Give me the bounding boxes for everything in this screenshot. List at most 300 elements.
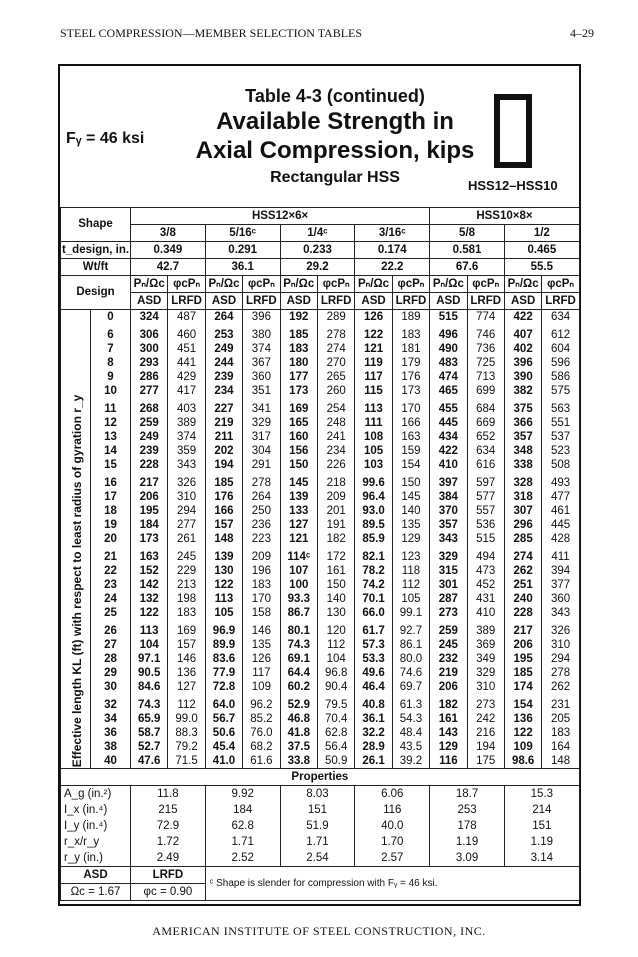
strength-value: 669	[467, 416, 504, 430]
strength-value: 261	[168, 532, 205, 546]
strength-value: 192	[280, 310, 317, 325]
strength-value: 96.2	[243, 694, 280, 712]
strength-value: 78.2	[355, 564, 392, 578]
strength-value: 77.9	[205, 666, 242, 680]
strength-value: 37.5	[280, 740, 317, 754]
strength-value: 228	[131, 458, 168, 472]
strength-value: 89.9	[205, 638, 242, 652]
strength-value: 265	[317, 370, 354, 384]
strength-value: 315	[430, 564, 467, 578]
strength-value: 143	[430, 726, 467, 740]
strength-value: 557	[467, 504, 504, 518]
strength-value: 139	[205, 546, 242, 564]
strength-value: 586	[542, 370, 579, 384]
strength-value: 268	[131, 398, 168, 416]
strength-value: 70.4	[317, 712, 354, 726]
strength-value: 109	[243, 680, 280, 694]
strength-value: 139	[280, 490, 317, 504]
strength-value: 86.7	[280, 606, 317, 620]
strength-value: 97.1	[131, 652, 168, 666]
data-row	[61, 444, 580, 458]
strength-value: 242	[467, 712, 504, 726]
strength-value: 74.2	[355, 578, 392, 592]
shape-row	[61, 208, 580, 225]
strength-value: 136	[168, 666, 205, 680]
strength-value: 455	[430, 398, 467, 416]
kl-value: 24	[91, 592, 131, 606]
method-row	[61, 276, 580, 293]
strength-value: 494	[467, 546, 504, 564]
weight-value: 42.7	[131, 259, 206, 276]
asd-lrfd-row	[61, 293, 580, 310]
strength-value: 725	[467, 356, 504, 370]
data-row	[61, 430, 580, 444]
strength-value: 96.8	[317, 666, 354, 680]
strength-value: 130	[205, 564, 242, 578]
strength-value: 351	[243, 384, 280, 398]
strength-value: 213	[168, 578, 205, 592]
asd-label: ASD	[280, 293, 317, 310]
strength-value: 407	[504, 324, 541, 342]
strength-value: 154	[392, 458, 429, 472]
weight-row	[61, 259, 580, 276]
strength-value: 165	[280, 416, 317, 430]
strength-value: 198	[168, 592, 205, 606]
footnote: ᶜ Shape is slender for compression with Fᵧ = 46 ksi.	[205, 867, 579, 901]
kl-value: 25	[91, 606, 131, 620]
strength-value: 99.0	[168, 712, 205, 726]
property-value: 1.71	[280, 834, 355, 850]
strength-value: 112	[168, 694, 205, 712]
data-row	[61, 666, 580, 680]
strength-value: 169	[280, 398, 317, 416]
strength-value: 317	[243, 430, 280, 444]
strength-value: 111	[355, 416, 392, 430]
data-row	[61, 342, 580, 356]
strength-value: 604	[542, 342, 579, 356]
strength-value: 205	[542, 712, 579, 726]
kl-value: 34	[91, 712, 131, 726]
data-row	[61, 680, 580, 694]
strength-value: 133	[280, 504, 317, 518]
strength-value: 157	[205, 518, 242, 532]
strength-value: 370	[430, 504, 467, 518]
strength-value: 278	[317, 324, 354, 342]
lrfd-head: φcPₙ	[243, 276, 280, 293]
strength-value: 634	[542, 310, 579, 325]
strength-value: 129	[392, 532, 429, 546]
strength-value: 86.1	[392, 638, 429, 652]
data-row	[61, 694, 580, 712]
design-label: Design	[61, 276, 131, 310]
asd-head: Pₙ/Ωc	[131, 276, 168, 293]
property-value: 11.8	[131, 786, 206, 803]
strength-value: 105	[355, 444, 392, 458]
strength-value: 150	[280, 458, 317, 472]
strength-value: 112	[317, 638, 354, 652]
strength-value: 148	[542, 754, 579, 769]
strength-value: 174	[504, 680, 541, 694]
strength-value: 236	[243, 518, 280, 532]
page-number: 4–29	[570, 26, 594, 40]
strength-value: 357	[504, 430, 541, 444]
strength-value: 183	[280, 342, 317, 356]
lrfd-label: LRFD	[243, 293, 280, 310]
lrfd-head: φcPₙ	[168, 276, 205, 293]
strength-value: 294	[168, 504, 205, 518]
strength-value: 380	[243, 324, 280, 342]
strength-value: 122	[355, 324, 392, 342]
property-value: 215	[131, 802, 206, 818]
tdesign-value: 0.174	[355, 242, 430, 259]
strength-value: 135	[243, 638, 280, 652]
data-row	[61, 518, 580, 532]
strength-value: 140	[392, 504, 429, 518]
strength-value: 248	[317, 416, 354, 430]
strength-value: 375	[504, 398, 541, 416]
thickness: 3/16ᶜ	[355, 225, 430, 242]
strength-value: 211	[205, 430, 242, 444]
lrfd-label: LRFD	[542, 293, 579, 310]
strength-value: 348	[504, 444, 541, 458]
strength-value: 112	[392, 578, 429, 592]
kl-value: 40	[91, 754, 131, 769]
strength-value: 96.4	[355, 490, 392, 504]
property-value: 214	[504, 802, 579, 818]
strength-value: 254	[317, 398, 354, 416]
asd-label: ASD	[355, 293, 392, 310]
strength-value: 64.0	[205, 694, 242, 712]
strength-value: 53.3	[355, 652, 392, 666]
strength-value: 196	[243, 564, 280, 578]
table-title-1: Available Strength in	[216, 108, 454, 135]
strength-value: 121	[355, 342, 392, 356]
strength-value: 158	[243, 606, 280, 620]
tdesign-row	[61, 242, 580, 259]
strength-value: 47.6	[131, 754, 168, 769]
data-row	[61, 472, 580, 490]
strength-value: 422	[504, 310, 541, 325]
strength-value: 103	[355, 458, 392, 472]
axis-label	[66, 351, 88, 811]
strength-value: 250	[243, 504, 280, 518]
strength-value: 189	[392, 310, 429, 325]
phi-factor: φc = 0.90	[131, 884, 206, 901]
thickness: 3/8	[131, 225, 206, 242]
data-row	[61, 740, 580, 754]
strength-value: 123	[392, 546, 429, 564]
strength-value: 245	[430, 638, 467, 652]
property-value: 184	[205, 802, 280, 818]
table-subtitle: Rectangular HSS	[270, 169, 400, 186]
property-value: 18.7	[430, 786, 505, 803]
property-row	[61, 834, 580, 850]
table-number: Table 4-3 (continued)	[245, 86, 425, 106]
strength-value: 172	[317, 546, 354, 564]
strength-value: 422	[430, 444, 467, 458]
strength-value: 76.0	[243, 726, 280, 740]
strength-value: 310	[542, 638, 579, 652]
strength-value: 616	[467, 458, 504, 472]
kl-value: 38	[91, 740, 131, 754]
strength-value: 234	[205, 384, 242, 398]
strength-value: 326	[542, 620, 579, 638]
data-row	[61, 370, 580, 384]
strength-value: 48.4	[392, 726, 429, 740]
strength-value: 176	[205, 490, 242, 504]
strength-value: 260	[317, 384, 354, 398]
strength-value: 329	[467, 666, 504, 680]
strength-value: 195	[131, 504, 168, 518]
strength-value: 367	[243, 356, 280, 370]
strength-value: 49.6	[355, 666, 392, 680]
strength-value: 329	[430, 546, 467, 564]
strength-value: 173	[131, 532, 168, 546]
strength-value: 285	[504, 532, 541, 546]
property-value: 2.54	[280, 850, 355, 867]
thickness-row	[61, 225, 580, 242]
strength-value: 175	[467, 754, 504, 769]
strength-value: 61.7	[355, 620, 392, 638]
strength-value: 377	[542, 578, 579, 592]
hss-range: HSS12–HSS10	[468, 178, 558, 193]
strength-value: 219	[430, 666, 467, 680]
strength-value: 483	[430, 356, 467, 370]
strength-value: 251	[504, 578, 541, 592]
strength-value: 300	[131, 342, 168, 356]
strength-value: 270	[317, 356, 354, 370]
strength-value: 291	[243, 458, 280, 472]
strength-value: 202	[205, 444, 242, 458]
strength-value: 80.0	[392, 652, 429, 666]
strength-value: 493	[542, 472, 579, 490]
strength-value: 389	[467, 620, 504, 638]
strength-value: 170	[243, 592, 280, 606]
strength-value: 349	[467, 652, 504, 666]
strength-value: 294	[542, 652, 579, 666]
strength-value: 146	[243, 620, 280, 638]
property-value: 9.92	[205, 786, 280, 803]
property-row	[61, 850, 580, 867]
strength-value: 328	[504, 472, 541, 490]
strength-value: 746	[467, 324, 504, 342]
kl-value: 17	[91, 490, 131, 504]
strength-value: 161	[430, 712, 467, 726]
strength-value: 58.7	[131, 726, 168, 740]
strength-value: 274	[317, 342, 354, 356]
kl-value: 16	[91, 472, 131, 490]
title-block	[170, 86, 500, 187]
strength-value: 68.2	[243, 740, 280, 754]
strength-value: 209	[243, 546, 280, 564]
strength-value: 403	[168, 398, 205, 416]
strength-value: 104	[131, 638, 168, 652]
strength-value: 163	[131, 546, 168, 564]
strength-value: 234	[317, 444, 354, 458]
property-value: 15.3	[504, 786, 579, 803]
strength-value: 452	[467, 578, 504, 592]
asd-head: Pₙ/Ωc	[430, 276, 467, 293]
strength-value: 159	[392, 444, 429, 458]
asd-label: ASD	[205, 293, 242, 310]
tdesign-value: 0.465	[504, 242, 579, 259]
strength-value: 100	[280, 578, 317, 592]
weight-value: 29.2	[280, 259, 355, 276]
kl-value: 20	[91, 532, 131, 546]
strength-value: 259	[131, 416, 168, 430]
strength-value: 127	[280, 518, 317, 532]
strength-value: 64.4	[280, 666, 317, 680]
strength-value: 201	[317, 504, 354, 518]
strength-value: 652	[467, 430, 504, 444]
strength-value: 113	[205, 592, 242, 606]
strength-value: 183	[392, 324, 429, 342]
property-row	[61, 818, 580, 834]
axis-label-text: Effective length KL (ft) with respect to least radius of gyration r_y	[70, 394, 84, 768]
property-row	[61, 786, 580, 803]
strength-value: 229	[168, 564, 205, 578]
property-label: A_g (in.²)	[61, 786, 131, 803]
strength-value: 118	[392, 564, 429, 578]
strength-value: 105	[205, 606, 242, 620]
strength-value: 397	[430, 472, 467, 490]
strength-value: 551	[542, 416, 579, 430]
strength-value: 253	[205, 324, 242, 342]
data-row	[61, 532, 580, 546]
property-value: 1.19	[430, 834, 505, 850]
strength-value: 60.2	[280, 680, 317, 694]
weight-label: Wt/ft	[61, 259, 131, 276]
tdesign-value: 0.291	[205, 242, 280, 259]
thickness: 1/2	[504, 225, 579, 242]
strength-value: 216	[467, 726, 504, 740]
strength-value: 146	[168, 652, 205, 666]
strength-value: 318	[504, 490, 541, 504]
strength-value: 474	[430, 370, 467, 384]
strength-value: 306	[131, 324, 168, 342]
strength-value: 465	[430, 384, 467, 398]
strength-value: 54.3	[392, 712, 429, 726]
strength-value: 262	[542, 680, 579, 694]
strength-value: 477	[542, 490, 579, 504]
strength-value: 163	[392, 430, 429, 444]
strength-value: 114ᶜ	[280, 546, 317, 564]
weight-value: 55.5	[504, 259, 579, 276]
property-value: 2.52	[205, 850, 280, 867]
strength-value: 93.3	[280, 592, 317, 606]
strength-value: 699	[467, 384, 504, 398]
lrfd-label: LRFD	[467, 293, 504, 310]
strength-value: 304	[243, 444, 280, 458]
strength-value: 374	[168, 430, 205, 444]
strength-value: 244	[205, 356, 242, 370]
strength-value: 43.5	[392, 740, 429, 754]
strength-value: 369	[467, 638, 504, 652]
strength-value: 109	[504, 740, 541, 754]
strength-value: 182	[430, 694, 467, 712]
data-row	[61, 592, 580, 606]
strength-value: 50.6	[205, 726, 242, 740]
property-value: 6.06	[355, 786, 430, 803]
property-value: 151	[280, 802, 355, 818]
running-head-left: STEEL COMPRESSION—MEMBER SELECTION TABLES	[60, 26, 363, 40]
data-row	[61, 564, 580, 578]
strength-value: 161	[317, 564, 354, 578]
strength-value: 217	[131, 472, 168, 490]
strength-value: 119	[355, 356, 392, 370]
strength-value: 239	[205, 370, 242, 384]
tdesign-value: 0.581	[430, 242, 505, 259]
strength-value: 120	[317, 620, 354, 638]
tdesign-value: 0.349	[131, 242, 206, 259]
asd-label: ASD	[504, 293, 541, 310]
strength-value: 343	[542, 606, 579, 620]
strength-value: 277	[131, 384, 168, 398]
table-frame	[58, 64, 581, 906]
strength-value: 451	[168, 342, 205, 356]
strength-value: 384	[430, 490, 467, 504]
property-label: I_y (in.⁴)	[61, 818, 131, 834]
strength-value: 85.9	[355, 532, 392, 546]
strength-value: 431	[467, 592, 504, 606]
kl-value: 30	[91, 680, 131, 694]
strength-value: 460	[168, 324, 205, 342]
strength-value: 219	[205, 416, 242, 430]
strength-value: 166	[205, 504, 242, 518]
strength-value: 56.4	[317, 740, 354, 754]
strength-value: 264	[243, 490, 280, 504]
strength-value: 231	[542, 694, 579, 712]
strength-value: 122	[504, 726, 541, 740]
strength-value: 121	[280, 532, 317, 546]
data-row	[61, 384, 580, 398]
data-row	[61, 504, 580, 518]
strength-value: 157	[168, 638, 205, 652]
strength-value: 90.4	[317, 680, 354, 694]
strength-value: 90.5	[131, 666, 168, 680]
strength-value: 428	[542, 532, 579, 546]
strength-value: 142	[131, 578, 168, 592]
strength-value: 117	[355, 370, 392, 384]
strength-value: 338	[504, 458, 541, 472]
strength-value: 145	[392, 490, 429, 504]
strength-value: 41.8	[280, 726, 317, 740]
strength-value: 366	[504, 416, 541, 430]
kl-value: 13	[91, 430, 131, 444]
data-row	[61, 490, 580, 504]
data-row	[61, 712, 580, 726]
strength-value: 65.9	[131, 712, 168, 726]
property-value: 8.03	[280, 786, 355, 803]
strength-value: 563	[542, 398, 579, 416]
data-row	[61, 620, 580, 638]
strength-value: 195	[504, 652, 541, 666]
running-head	[60, 26, 594, 41]
thickness: 5/8	[430, 225, 505, 242]
property-value: 62.8	[205, 818, 280, 834]
kl-value: 14	[91, 444, 131, 458]
strength-value: 41.0	[205, 754, 242, 769]
data-row	[61, 458, 580, 472]
strength-value: 39.2	[392, 754, 429, 769]
strength-value: 135	[392, 518, 429, 532]
strength-value: 164	[542, 740, 579, 754]
kl-value: 19	[91, 518, 131, 532]
lrfd-head: φcPₙ	[392, 276, 429, 293]
strength-value: 301	[430, 578, 467, 592]
strength-value: 262	[504, 564, 541, 578]
strength-value: 127	[168, 680, 205, 694]
